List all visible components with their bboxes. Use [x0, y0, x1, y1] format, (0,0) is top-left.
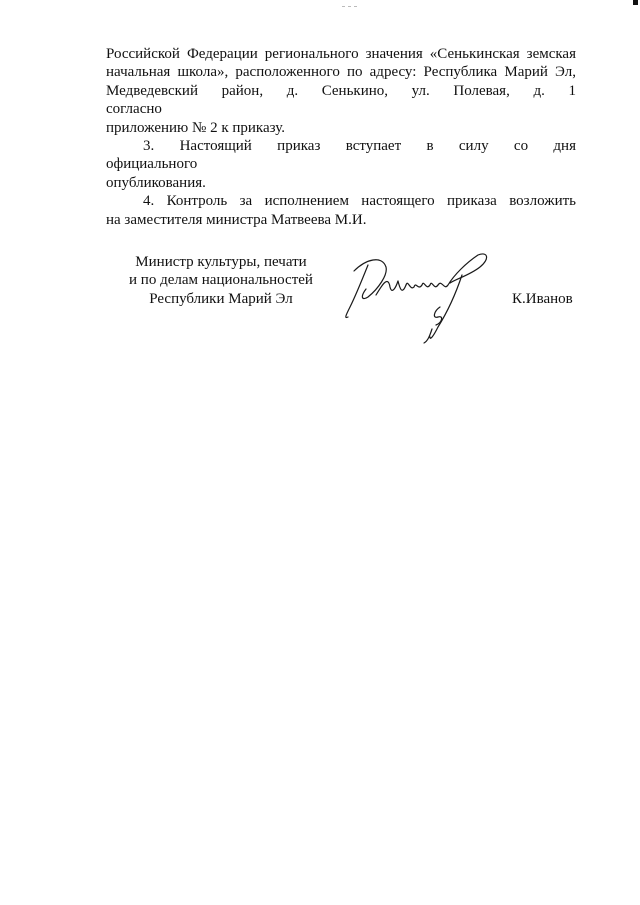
signatory-position — [110, 253, 332, 308]
position-line: Министр культуры, печати — [135, 254, 307, 270]
scan-artifact — [342, 6, 360, 12]
paragraph-line: опубликования. — [106, 174, 206, 191]
paragraph-line: Медведевский район, д. Сенькино, ул. Полевая, д. 1 согласно — [106, 82, 576, 118]
paragraph-line: Российской Федерации регионального значения «Сенькинская земская — [106, 46, 576, 62]
scan-corner-mark — [633, 0, 638, 5]
position-line: Республики Марий Эл — [149, 290, 293, 307]
paragraph-line: 3. Настоящий приказ вступает в силу со дня официального — [106, 138, 576, 173]
paragraph-line: на заместителя министра Матвеева М.И. — [106, 211, 367, 228]
position-line: и по делам национальностей — [129, 272, 313, 289]
handwritten-signature — [338, 245, 498, 345]
document-body — [106, 45, 576, 229]
paragraph-line: 4. Контроль за исполнением настоящего приказа возложить — [143, 193, 576, 210]
signer-name: К.Иванов — [512, 291, 573, 307]
paragraph-line: начальная школа», расположенного по адресу: Республика Марий Эл, — [106, 64, 576, 81]
paragraph-line: приложению № 2 к приказу. — [106, 119, 285, 136]
